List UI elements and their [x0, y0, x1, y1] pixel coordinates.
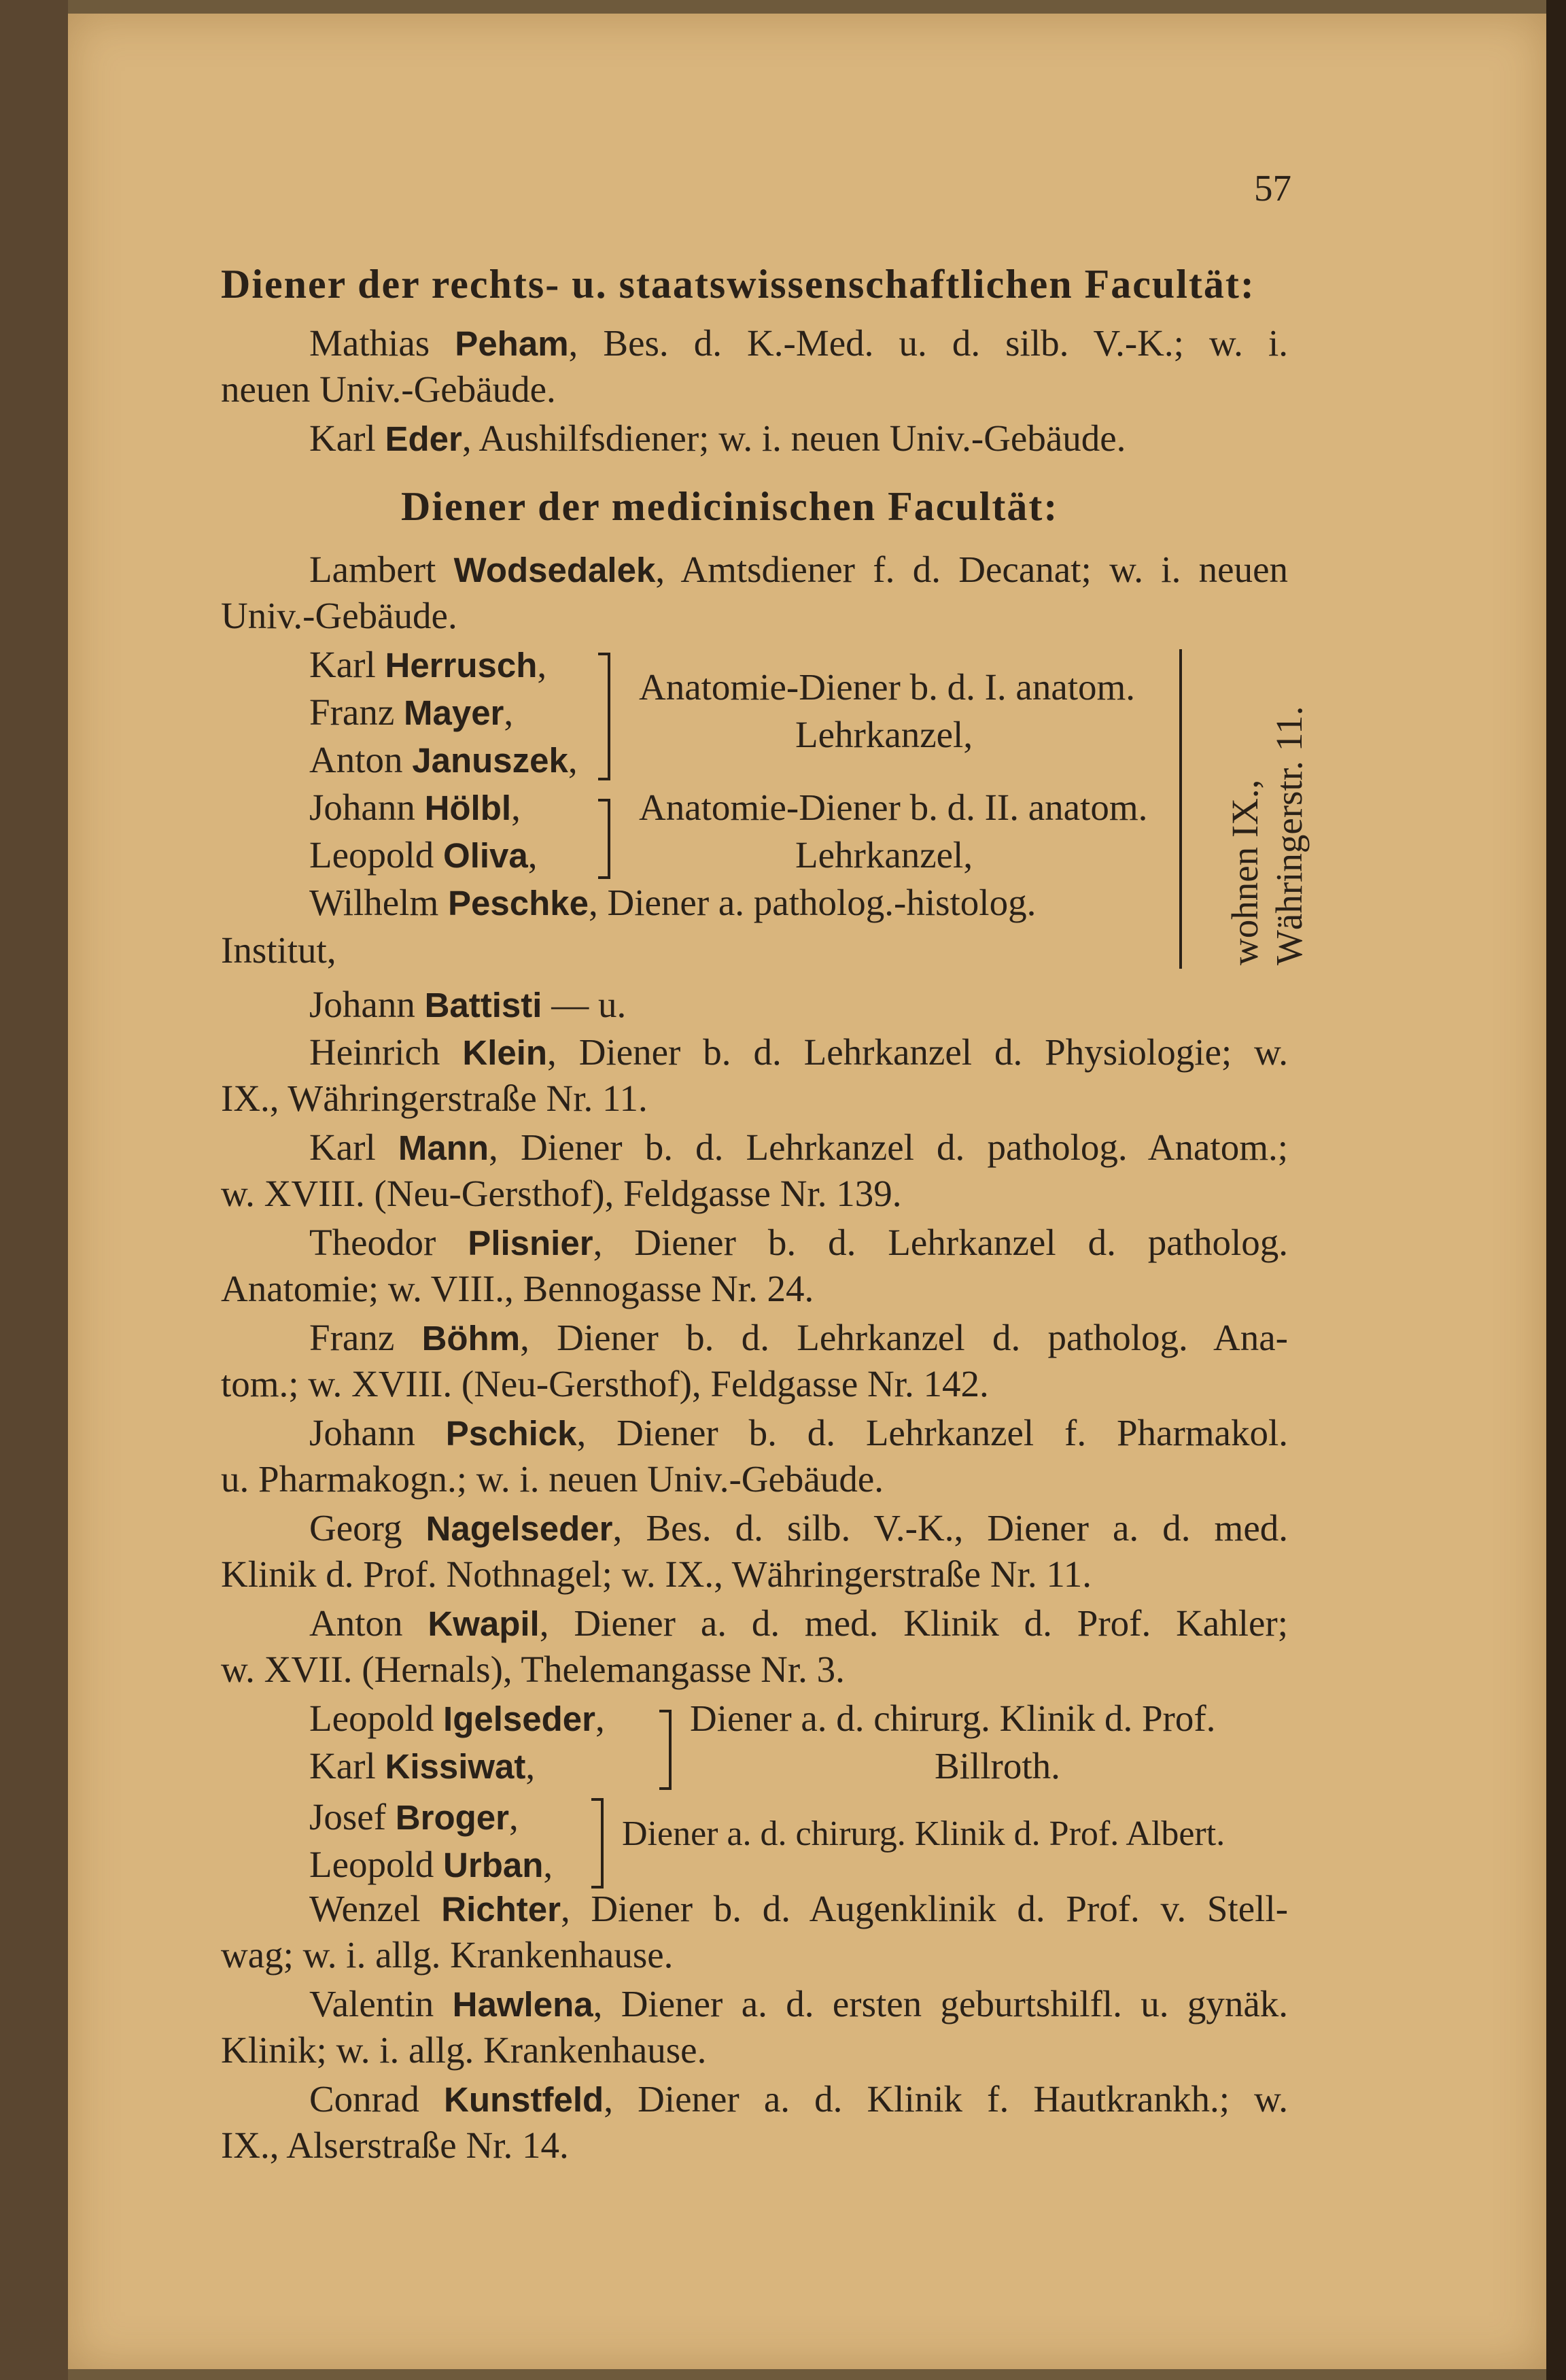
first-name: Heinrich — [309, 1031, 440, 1073]
group2-brace — [598, 799, 610, 879]
first-name: Conrad — [309, 2078, 419, 2120]
entry-kunstfeld-cont: IX., Alserstraße Nr. 14. — [221, 2124, 569, 2166]
entry-richter-cont: wag; w. i. allg. Krankenhause. — [221, 1934, 674, 1976]
surname: Peschke — [448, 884, 589, 922]
separator: , — [537, 644, 547, 685]
surname: Wodsedalek — [453, 551, 656, 589]
entry-hawlena-cont: Klinik; w. i. allg. Krankenhause. — [221, 2029, 707, 2071]
entry-wodsedalek-cont: Univ.-Gebäude. — [221, 595, 457, 636]
first-name: Karl — [309, 1126, 376, 1168]
surname: Januszek — [412, 741, 568, 780]
surname: Kunstfeld — [444, 2080, 604, 2119]
entry-peham — [309, 321, 1288, 366]
first-name: Josef — [309, 1796, 387, 1838]
entry-text: , Diener b. d. Lehrkanzel f. Pharmakol. — [576, 1412, 1289, 1453]
first-name: Valentin — [309, 1983, 434, 2024]
group3-role-2: Billroth. — [935, 1745, 1060, 1787]
group4-name-2 — [309, 1842, 553, 1888]
entry-text: , Diener b. d. Lehrkanzel d. patholog. Ana- — [520, 1317, 1288, 1358]
entry-text: , Diener b. d. Lehrkanzel d. Physiologie; w. — [547, 1031, 1288, 1073]
entry-text: , Bes. d. K.-Med. u. d. silb. V.-K.; w. i. — [568, 322, 1289, 364]
section-heading-medicine: Diener der medicinischen Facultät: — [401, 484, 1059, 529]
surname: Igelseder — [443, 1700, 595, 1738]
surname: Klein — [462, 1033, 548, 1072]
entry-text: , Diener b. d. Lehrkanzel d. patholog. Anatom.; — [489, 1126, 1289, 1168]
group1-name-2 — [309, 690, 513, 736]
entry-text: , Diener a. patholog.-histolog. — [589, 882, 1037, 923]
group1-role-1: Anatomie-Diener b. d. I. anatom. — [639, 666, 1136, 708]
surname: Pschick — [445, 1414, 577, 1453]
entry-mann — [309, 1125, 1288, 1171]
entry-klein — [309, 1030, 1288, 1075]
entry-boehm — [309, 1315, 1288, 1361]
first-name: Theodor — [309, 1222, 436, 1263]
entry-battisti — [309, 982, 626, 1028]
first-name: Karl — [309, 644, 376, 685]
entry-hawlena — [309, 1982, 1288, 2027]
group4-role: Diener a. d. chirurg. Klinik d. Prof. Albert. — [622, 1814, 1225, 1853]
entry-kunstfeld — [309, 2077, 1288, 2122]
entry-text: , Bes. d. silb. V.-K., Diener a. d. med. — [612, 1507, 1288, 1549]
section-heading-law: Diener der rechts- u. staatswissenschaftlichen Facultät: — [221, 262, 1255, 307]
surname: Mann — [398, 1128, 489, 1167]
first-name: Leopold — [309, 834, 434, 876]
entry-text: — u. — [542, 984, 627, 1025]
group1-name-3 — [309, 738, 578, 783]
entry-peham-cont: neuen Univ.-Gebäude. — [221, 368, 556, 410]
first-name: Mathias — [309, 322, 430, 364]
group3-role-1: Diener a. d. chirurg. Klinik d. Prof. — [690, 1697, 1216, 1739]
surname: Battisti — [424, 986, 542, 1024]
first-name: Lambert — [309, 549, 436, 590]
side-note-rule — [1179, 649, 1182, 969]
group4-name-1 — [309, 1795, 519, 1840]
first-name: Franz — [309, 1317, 395, 1358]
first-name: Wenzel — [309, 1888, 421, 1929]
surname: Urban — [443, 1846, 544, 1884]
surname: Böhm — [421, 1319, 521, 1358]
group4-brace — [591, 1798, 604, 1889]
entry-nagelseder — [309, 1506, 1288, 1551]
separator: , — [595, 1697, 605, 1739]
surname: Eder — [385, 419, 462, 458]
separator: , — [511, 787, 521, 828]
surname: Richter — [441, 1890, 561, 1929]
entry-peschke-cont: Institut, — [221, 929, 336, 971]
first-name: Johann — [309, 787, 415, 828]
surname: Broger — [395, 1798, 509, 1837]
separator: , — [525, 1745, 536, 1787]
surname: Kissiwat — [385, 1747, 526, 1786]
surname: Oliva — [443, 836, 528, 875]
entry-klein-cont: IX., Währingerstraße Nr. 11. — [221, 1077, 648, 1119]
group1-name-1 — [309, 642, 546, 688]
entry-plisnier-cont: Anatomie; w. VIII., Bennogasse Nr. 24. — [221, 1268, 814, 1309]
entry-richter — [309, 1886, 1288, 1932]
entry-text: , Amtsdiener f. d. Decanat; w. i. neuen — [655, 549, 1288, 590]
first-name: Karl — [309, 1745, 376, 1787]
separator: , — [527, 834, 538, 876]
entry-kwapil — [309, 1601, 1288, 1646]
group2-name-2 — [309, 833, 538, 878]
entry-text: , Diener b. d. Augenklinik d. Prof. v. Stell- — [560, 1888, 1289, 1929]
entry-pschick — [309, 1411, 1288, 1456]
separator: , — [509, 1796, 519, 1838]
entry-mann-cont: w. XVIII. (Neu-Gersthof), Feldgasse Nr. 139. — [221, 1173, 902, 1214]
surname: Hölbl — [424, 789, 512, 827]
separator: , — [568, 739, 578, 780]
entry-eder — [309, 416, 1126, 462]
first-name: Karl — [309, 417, 376, 459]
entry-text: , Diener a. d. Klinik f. Hautkrankh.; w. — [604, 2078, 1289, 2120]
first-name: Wilhelm — [309, 882, 439, 923]
first-name: Anton — [309, 1602, 403, 1644]
page-number: 57 — [1254, 167, 1291, 209]
group3-name-1 — [309, 1696, 605, 1742]
surname: Kwapil — [428, 1604, 540, 1643]
entry-boehm-cont: tom.; w. XVIII. (Neu-Gersthof), Feldgasse Nr. 142. — [221, 1363, 989, 1404]
entry-text: , Aushilfsdiener; w. i. neuen Univ.-Gebäude. — [462, 417, 1126, 459]
entry-text: , Diener a. d. med. Klinik d. Prof. Kahler; — [539, 1602, 1288, 1644]
side-note-line-2: Währingerstr. 11. — [1268, 706, 1310, 965]
group2-role-1: Anatomie-Diener b. d. II. anatom. — [639, 787, 1148, 828]
entry-pschick-cont: u. Pharmakogn.; w. i. neuen Univ.-Gebäude. — [221, 1458, 884, 1500]
first-name: Johann — [309, 1412, 415, 1453]
group3-brace — [659, 1710, 672, 1790]
side-note-line-1: wohnen IX., — [1224, 779, 1266, 965]
surname: Plisnier — [468, 1224, 593, 1262]
first-name: Georg — [309, 1507, 402, 1549]
entry-peschke — [309, 880, 1036, 926]
separator: , — [543, 1844, 553, 1885]
first-name: Leopold — [309, 1697, 434, 1739]
page-edge — [1546, 0, 1566, 2380]
entry-wodsedalek — [309, 547, 1288, 593]
surname: Herrusch — [385, 646, 538, 685]
group3-name-2 — [309, 1744, 535, 1789]
separator: , — [504, 691, 514, 733]
entry-text: , Diener a. d. ersten geburtshilfl. u. gynäk. — [593, 1983, 1289, 2024]
surname: Nagelseder — [425, 1509, 613, 1548]
surname: Peham — [455, 324, 569, 363]
first-name: Johann — [309, 984, 415, 1025]
entry-nagelseder-cont: Klinik d. Prof. Nothnagel; w. IX., Währingerstraße Nr. 11. — [221, 1553, 1092, 1595]
first-name: Leopold — [309, 1844, 434, 1885]
entry-text: , Diener b. d. Lehrkanzel d. patholog. — [593, 1222, 1289, 1263]
group1-role-2: Lehrkanzel, — [795, 714, 973, 755]
first-name: Franz — [309, 691, 395, 733]
surname: Mayer — [403, 693, 504, 732]
entry-kwapil-cont: w. XVII. (Hernals), Thelemangasse Nr. 3. — [221, 1649, 845, 1690]
group2-name-1 — [309, 785, 521, 831]
entry-plisnier — [309, 1220, 1288, 1266]
group2-role-2: Lehrkanzel, — [795, 834, 973, 876]
surname: Hawlena — [452, 1985, 593, 2024]
first-name: Anton — [309, 739, 403, 780]
book-gutter — [0, 0, 68, 2380]
group1-brace — [598, 653, 610, 780]
